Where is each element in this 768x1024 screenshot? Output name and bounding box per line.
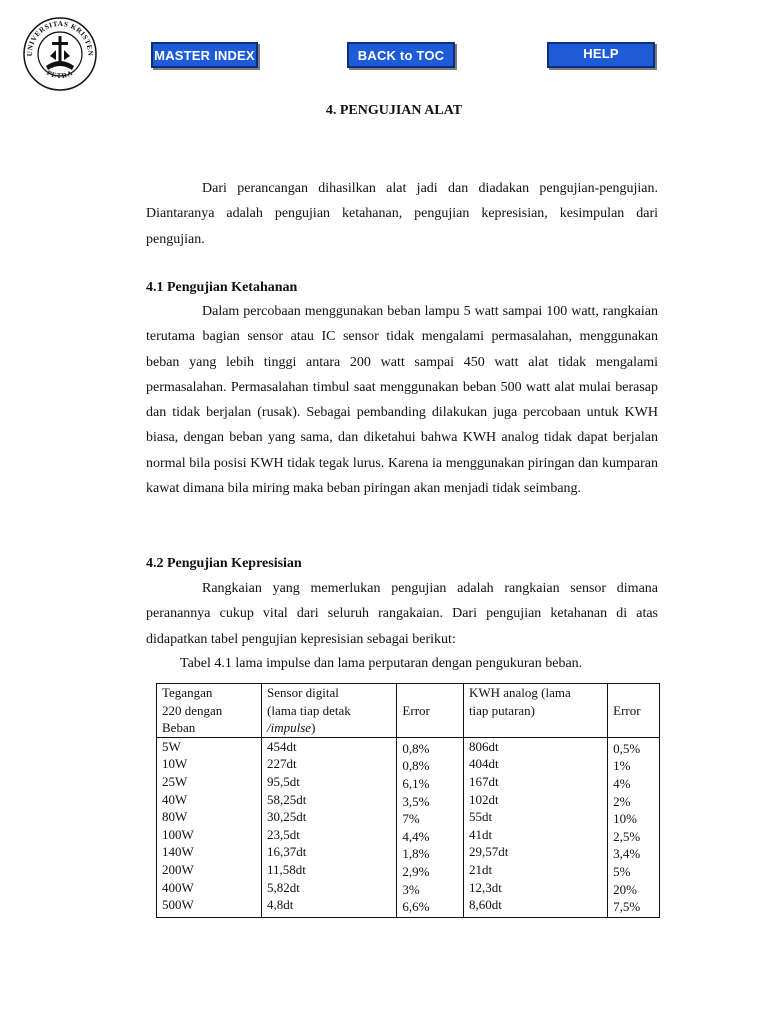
error1-value: 7%	[402, 811, 420, 827]
kwh-column	[463, 737, 607, 917]
sensor-value: 16,37dt	[267, 844, 307, 860]
header-kwh-analog: KWH analog (lama tiap putaran)	[463, 684, 607, 738]
section-4-2-heading: 4.2 Pengujian Kepresisian	[146, 556, 302, 571]
error2-value: 5%	[613, 863, 631, 879]
table-caption: Tabel 4.1 lama impulse dan lama perputaran dengan pengukuran beban.	[180, 656, 583, 671]
beban-value: 5W	[162, 738, 181, 754]
beban-value: 40W	[162, 791, 188, 807]
error2-value: 7,5%	[613, 899, 641, 915]
error1-value: 0,8%	[402, 758, 430, 774]
sensor-value: 454dt	[267, 738, 297, 754]
kwh-value: 404dt	[468, 756, 499, 772]
kwh-value: 102dt	[468, 791, 499, 807]
precision-table	[156, 683, 660, 918]
sensor-value: 30,25dt	[267, 809, 307, 825]
error2-value: 10%	[613, 811, 637, 827]
beban-value: 140W	[162, 844, 194, 860]
kwh-value: 41dt	[468, 826, 493, 842]
kwh-value: 12,3dt	[468, 879, 502, 895]
error1-value: 4,4%	[402, 828, 430, 844]
beban-column	[157, 737, 262, 917]
error1-value: 6,6%	[402, 899, 430, 915]
logo-text-top: UNIVERSITAS KRISTEN	[25, 19, 95, 57]
sensor-value: 227dt	[267, 756, 297, 772]
error1-value: 3%	[402, 881, 420, 897]
section-4-1-body: Dalam percobaan menggunakan beban lampu 5 watt sampai 100 watt, rangkaian terutama bagian sensor atau IC sensor tidak mengalami permasalahan, menggunakan beban yang lebih tinggi antara 200 watt sampai 450 watt alat tidak mengalami permasalahan. Permasalahan timbul saat menggunakan beban 500 watt alat mulai berasap dan tidak berjalan (rusak). Sebagai pembanding dilakukan juga percobaan untuk KWH biasa, dengan beban yang sama, dan diketahui bahwa KWH analog tidak dapat berjalan normal bila posisi KWH tidak tegak lurus. Karena ia menggunakan piringan dan kumparan kawat dimana bila miring maka beban piringan akan menjadi tidak seimbang.	[146, 304, 658, 497]
sensor-value: 95,5dt	[267, 773, 300, 789]
error2-value: 0,5%	[613, 740, 641, 756]
intro-paragraph: Dari perancangan dihasilkan alat jadi dan diadakan pengujian-pengujian. Diantaranya adalah pengujian ketahanan, pengujian kepresisian, kesimpulan dari pengujian.	[146, 181, 658, 247]
beban-value: 10W	[162, 756, 188, 772]
error2-column	[608, 737, 660, 917]
sensor-value: 11,58dt	[267, 861, 306, 877]
error2-value: 20%	[613, 881, 637, 897]
error2-value: 2,5%	[613, 828, 641, 844]
error2-value: 1%	[613, 758, 631, 774]
table-body-row	[157, 737, 660, 917]
page-title: 4. PENGUJIAN ALAT	[325, 103, 463, 118]
back-to-toc-button[interactable]: BACK to TOC	[347, 42, 455, 68]
kwh-value: 21dt	[468, 861, 493, 877]
header-error-2: Error	[608, 684, 660, 738]
error1-column	[397, 737, 464, 917]
svg-text:PETRA	[45, 69, 74, 80]
logo-seal-icon	[22, 16, 98, 92]
error2-value: 3,4%	[613, 846, 641, 862]
master-index-button[interactable]: MASTER INDEX	[151, 42, 258, 68]
beban-value: 25W	[162, 773, 188, 789]
section-4-1-heading: 4.1 Pengujian Ketahanan	[146, 280, 298, 295]
kwh-value: 29,57dt	[468, 844, 509, 860]
beban-value: 500W	[162, 897, 194, 913]
help-button[interactable]: HELP	[547, 42, 655, 68]
error1-value: 2,9%	[402, 863, 430, 879]
table-header-row	[157, 684, 660, 738]
beban-value: 400W	[162, 879, 194, 895]
header-tegangan: Tegangan 220 dengan Beban	[157, 684, 262, 738]
kwh-value: 55dt	[468, 809, 493, 825]
sensor-column	[262, 737, 397, 917]
section-4-2-body: Rangkaian yang memerlukan pengujian adalah rangkaian sensor dimana peranannya cukup vital dari seluruh rangakaian. Dari pengujian ketahanan di atas didapatkan tabel pengujian kepresisian sebagai berikut:	[146, 581, 658, 647]
logo-text-bottom: PETRA	[45, 68, 75, 81]
sensor-value: 5,82dt	[267, 879, 300, 895]
error1-value: 3,5%	[402, 793, 430, 809]
header-error-1: Error	[397, 684, 464, 738]
error1-value: 0,8%	[402, 740, 430, 756]
error1-value: 6,1%	[402, 775, 430, 791]
header-sensor-digital: Sensor digital (lama tiap detak /impulse)	[262, 684, 397, 738]
sensor-value: 58,25dt	[267, 791, 307, 807]
kwh-value: 8,60dt	[468, 897, 502, 913]
error2-value: 2%	[613, 793, 631, 809]
error2-value: 4%	[613, 775, 631, 791]
kwh-value: 167dt	[468, 773, 499, 789]
kwh-value: 806dt	[468, 738, 499, 754]
sensor-value: 23,5dt	[267, 826, 300, 842]
beban-value: 80W	[162, 809, 188, 825]
beban-value: 100W	[162, 826, 194, 842]
error1-value: 1,8%	[402, 846, 430, 862]
sensor-value: 4,8dt	[267, 897, 294, 913]
university-logo	[22, 16, 98, 92]
beban-value: 200W	[162, 861, 194, 877]
